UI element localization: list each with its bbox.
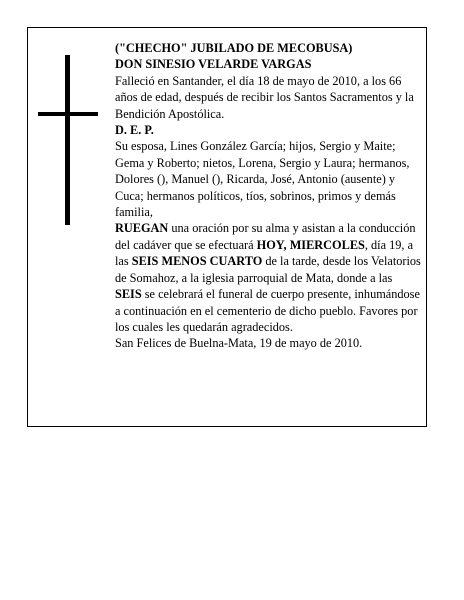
place-date: San Felices de Buelna-Mata, 19 de mayo de 2010.	[115, 336, 363, 351]
cross-icon	[38, 55, 98, 225]
notice-body	[115, 40, 421, 352]
nickname-line: ("CHECHO" JUBILADO DE MECOBUSA)	[115, 41, 353, 55]
obituary-notice	[27, 27, 427, 427]
request-text-4: se celebrará el funeral de cuerpo presente, inhumándose a continuación en el cementerio de dicho pueblo. Favores por los cuales les quedarán agradecidos.	[115, 287, 420, 334]
day-word: HOY, MIERCOLES	[256, 237, 365, 252]
request-verb: RUEGAN	[115, 221, 169, 236]
time-word: SEIS MENOS CUARTO	[131, 254, 263, 269]
request-text-2: , día 19, a las	[115, 237, 414, 269]
request-text-3: de la tarde, desde los Velatorios de Somahoz, a la iglesia parroquial de Mata, donde a las	[115, 254, 421, 285]
funeral-request	[115, 220, 421, 335]
rip-line: D. E. P.	[115, 123, 154, 138]
request-text-1: una oración por su alma y asistan a la conducción del cadáver que se efectuará	[115, 221, 416, 252]
cross-upright	[65, 55, 70, 225]
deceased-name: DON SINESIO VELARDE VARGAS	[115, 57, 312, 72]
cross-beam	[38, 112, 98, 116]
family-list: Su esposa, Lines González García; hijos, Sergio y Maite; Gema y Roberto; nietos, Lorena, Sergio y Laura; hermanos, Dolores (), Manuel (), Ricarda, José, Antonio (ausente) y Cuca; hermanos políticos, tíos, sobrinos, primos y demás familia,	[115, 139, 410, 220]
death-info: Falleció en Santander, el día 18 de mayo de 2010, a los 66 años de edad, después de recibir los Santos Sacramentos y la Bendición Apostólica.	[115, 73, 414, 121]
funeral-time-word: SEIS	[115, 287, 142, 302]
